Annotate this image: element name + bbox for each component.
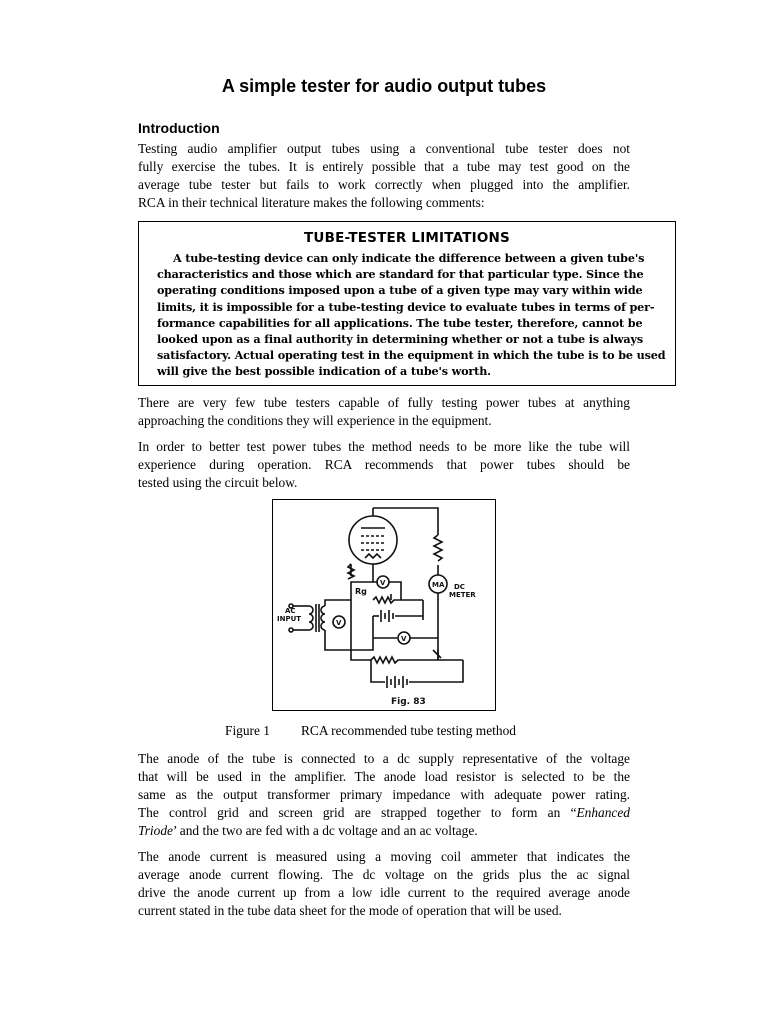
italic-term: Enhanced <box>576 805 630 820</box>
quote-line: operating conditions imposed upon a tube of a given type may vary within wide <box>157 283 643 298</box>
paragraph-anode-current <box>138 848 630 920</box>
rg-label: Rg <box>355 587 367 596</box>
quote-line: formance capabilities for all applications. The tube tester, therefore, cannot be <box>157 315 643 330</box>
quote-line: characteristics and those which are standard for that particular type. Since the <box>157 267 644 282</box>
text-line: The anode of the tube is connected to a dc supply representative of the voltage <box>138 751 630 766</box>
figure-caption <box>225 723 516 739</box>
text-fragment: ’ and the two are fed with a dc voltage and an ac voltage. <box>172 823 478 838</box>
paragraph-better-test <box>138 438 630 492</box>
text-line <box>138 822 630 840</box>
dc-meter-label-1: DC <box>454 583 465 591</box>
text-line: RCA in their technical literature makes the following comments: <box>138 195 485 210</box>
text-line: experience during operation. RCA recommends that power tubes should be <box>138 457 630 472</box>
dc-meter-label-2: METER <box>449 591 476 599</box>
figure-number: Figure 1 <box>225 723 271 738</box>
input-transformer-symbol <box>309 604 325 632</box>
section-heading-introduction: Introduction <box>138 120 220 136</box>
text-line: drive the anode current up from a low idle current to the required average anode <box>138 885 630 900</box>
ac-input-label-1: AC <box>285 607 296 615</box>
grid-battery-symbol <box>373 610 423 622</box>
text-line: that will be used in the amplifier. The anode load resistor is selected to be the <box>138 769 630 784</box>
voltmeter-ac-symbol <box>333 616 345 628</box>
paragraph-few-testers <box>138 394 630 430</box>
quote-line: A tube-testing device can only indicate the difference between a given tube's <box>173 251 645 265</box>
figure-caption-text: RCA recommended tube testing method <box>301 723 516 738</box>
text-line: same as the output transformer primary impedance with adequate power rating. <box>138 787 630 802</box>
voltmeter-label: V <box>380 579 386 587</box>
vacuum-tube-symbol <box>349 508 397 576</box>
document-title: A simple tester for audio output tubes <box>221 76 547 96</box>
quote-text <box>157 250 666 380</box>
text-line: current stated in the tube data sheet for the mode of operation that will be used. <box>138 903 562 918</box>
milliammeter-symbol <box>429 575 447 593</box>
text-line: approaching the conditions they will experience in the equipment. <box>138 413 492 428</box>
quote-line: will give the best possible indication of a tube's worth. <box>157 364 491 379</box>
italic-term: Triode <box>138 823 173 838</box>
intro-paragraph <box>138 140 630 212</box>
quote-line: satisfactory. Actual operating test in the equipment in which the tube is to be used <box>157 348 666 363</box>
text-fragment: The control grid and screen grid are strapped together to form an “ <box>138 805 577 820</box>
voltmeter-screen-symbol <box>398 632 410 644</box>
quote-line: limits, it is impossible for a tube-testing device to evaluate tubes in terms of per- <box>157 299 655 314</box>
voltmeter-grid-symbol <box>377 576 389 588</box>
quote-title: TUBE-TESTER LIMITATIONS <box>304 230 510 246</box>
text-line: average anode current flowing. The dc voltage on the grids plus the ac signal <box>138 867 630 882</box>
ac-input-label-2: INPUT <box>277 615 302 623</box>
bias-potentiometer-symbol <box>373 597 423 603</box>
tube-test-circuit-diagram <box>273 500 495 710</box>
text-line: There are very few tube testers capable of fully testing power tubes at anything <box>138 395 630 410</box>
text-line: The anode current is measured using a moving coil ammeter that indicates the <box>138 849 630 864</box>
voltmeter-label: V <box>336 619 342 627</box>
voltmeter-label: V <box>401 635 407 643</box>
paragraph-anode <box>138 750 630 840</box>
text-line <box>138 804 630 822</box>
fig-83-label: Fig. 83 <box>391 697 426 707</box>
quote-line: looked upon as a final authority in determining whether or not a tube is always <box>157 332 644 347</box>
text-line: average tube tester but fails to work correctly when plugged into the amplifier. <box>138 177 630 192</box>
load-resistor-symbol <box>434 535 442 561</box>
ma-label: MA <box>432 581 445 589</box>
text-line: In order to better test power tubes the method needs to be more like the tube will <box>138 439 630 454</box>
circuit-figure <box>272 499 496 711</box>
rca-quote-box <box>138 221 676 386</box>
plate-battery-symbol <box>387 676 407 688</box>
text-line: fully exercise the tubes. It is entirely possible that a tube may test good on the <box>138 159 630 174</box>
text-line: tested using the circuit below. <box>138 475 298 490</box>
plate-supply-potentiometer-symbol <box>371 657 463 663</box>
text-line: Testing audio amplifier output tubes using a conventional tube tester does not <box>138 141 630 156</box>
